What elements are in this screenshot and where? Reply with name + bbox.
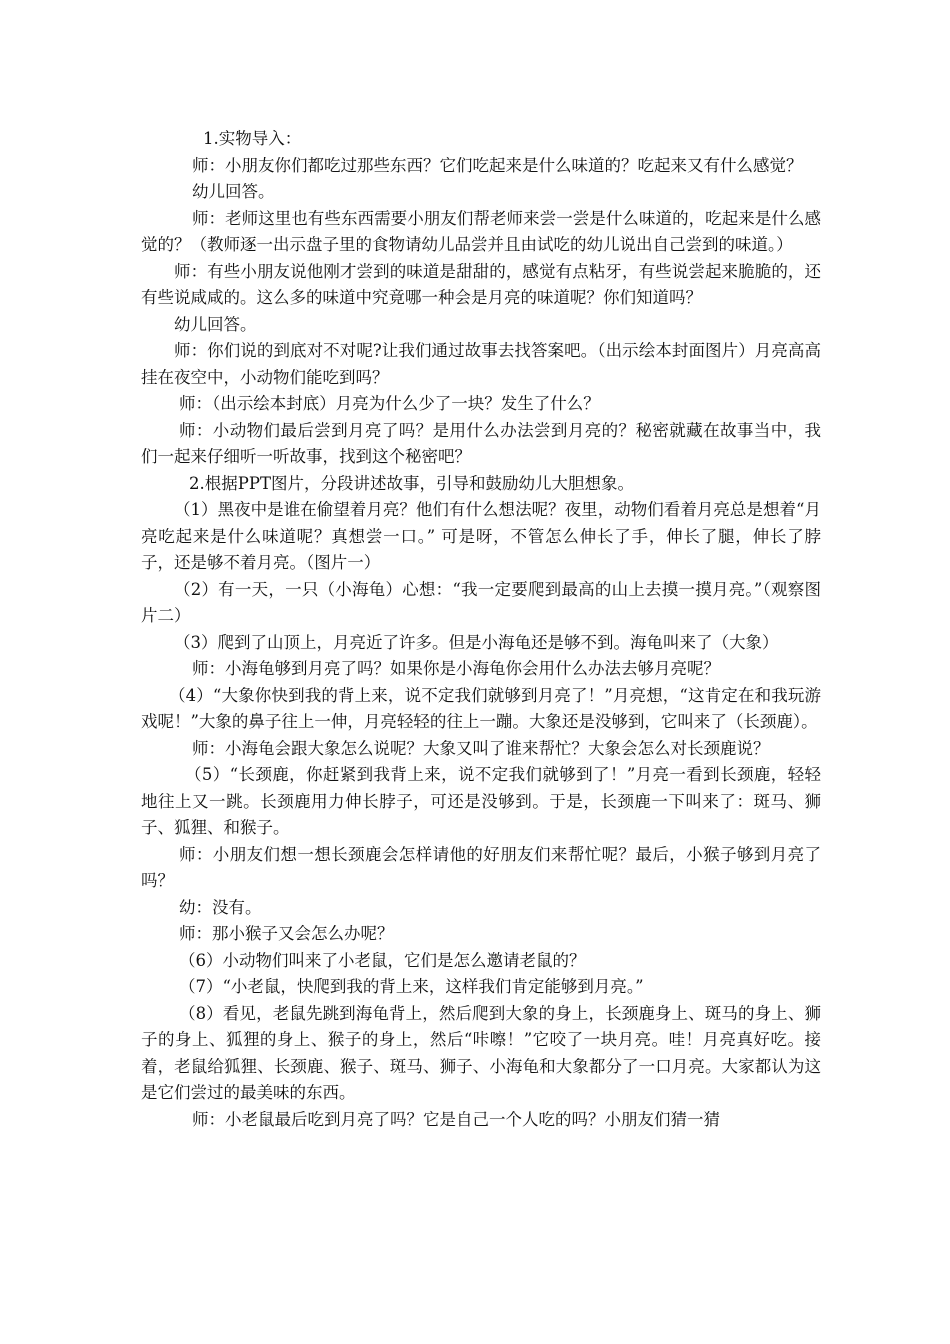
section-heading-1: 1.实物导入： [203, 129, 302, 148]
paragraph: 师：小海龟够到月亮了吗？如果你是小海龟你会用什么办法去够月亮呢？ [192, 659, 720, 678]
paragraph: 师：小老鼠最后吃到月亮了吗？它是自己一个人吃的吗？小朋友们猜一猜 [192, 1109, 720, 1129]
paragraph: （5）“长颈鹿，你赶紧到我背上来，说不定我们就够到了！”月亮一看到长颈鹿，轻轻地往上又一跳。长颈鹿用力伸长脖子，可还是没够到。于是，长颈鹿一下叫来了：斑马、狮子、狐狸、和猴子。 [141, 765, 821, 837]
paragraph: 幼：没有。 [179, 897, 262, 917]
paragraph: （1）黑夜中是谁在偷望着月亮？他们有什么想法呢？夜里，动物们看着月亮总是想着“月亮吃起来是什么味道呢？真想尝一口。” 可是呀，不管怎么伸长了手，伸长了腿，伸长了脖子，还是够不着月亮。（图片一） [141, 500, 821, 572]
paragraph: 师：小动物们最后尝到月亮了吗？是用什么办法尝到月亮的？秘密就藏在故事当中，我们一起来仔细听一听故事，找到这个秘密吧？ [141, 420, 821, 466]
paragraph: 师：你们说的到底对不对呢?让我们通过故事去找答案吧。（出示绘本封面图片）月亮高高挂在夜空中，小动物们能吃到吗？ [141, 341, 821, 387]
paragraph: （4）“大象你快到我的背上来，说不定我们就够到月亮了！”月亮想，“这肯定在和我玩游戏呢！”大象的鼻子往上一伸，月亮轻轻的往上一蹦。大象还是没够到，它叫来了（长颈鹿）。 [141, 685, 821, 731]
paragraph: （8）看见，老鼠先跳到海龟背上，然后爬到大象的身上，长颈鹿身上、斑马的身上、狮子的身上、狐狸的身上、猴子的身上，然后“咔嚓！”它咬了一块月亮。哇！月亮真好吃。接着，老鼠给狐狸、长颈鹿、猴子、斑马、狮子、小海龟和大象都分了一口月亮。大家都认为这是它们尝过的最美味的东西。 [141, 1003, 821, 1102]
paragraph: （6）小动物们叫来了小老鼠，它们是怎么邀请老鼠的？ [179, 950, 586, 970]
paragraph: 师：老师这里也有些东西需要小朋友们帮老师来尝一尝是什么味道的，吃起来是什么感觉的？（教师逐一出示盘子里的食物请幼儿品尝并且由试吃的幼儿说出自己尝到的味道。） [141, 208, 821, 254]
paragraph: 幼儿回答。 [192, 182, 275, 201]
document-body [141, 126, 821, 1133]
paragraph: 幼儿回答。 [174, 314, 257, 334]
paragraph: （2）有一天，一只（小海龟）心想：“我一定要爬到最高的山上去摸一摸月亮。”（观察图片二） [141, 579, 821, 625]
paragraph: 师：有些小朋友说他刚才尝到的味道是甜甜的，感觉有点粘牙，有些说尝起来脆脆的，还有些说咸咸的。这么多的味道中究竟哪一种会是月亮的味道呢？你们知道吗？ [141, 261, 821, 307]
paragraph: 师：小朋友们想一想长颈鹿会怎样请他的好朋友们来帮忙呢？最后，小猴子够到月亮了吗？ [141, 844, 821, 890]
paragraph: （7）“小老鼠，快爬到我的背上来，这样我们肯定能够到月亮。” [179, 977, 644, 996]
paragraph: （3）爬到了山顶上，月亮近了许多。但是小海龟还是够不到。海龟叫来了（大象） [174, 632, 779, 652]
paragraph: 师：小海龟会跟大象怎么说呢？大象又叫了谁来帮忙？大象会怎么对长颈鹿说？ [192, 738, 770, 758]
paragraph: 师：小朋友你们都吃过那些东西？它们吃起来是什么味道的？吃起来又有什么感觉？ [192, 155, 803, 175]
section-heading-2: 2.根据PPT图片，分段讲述故事，引导和鼓励幼儿大胆想象。 [189, 473, 634, 493]
paragraph: 师：（出示绘本封底）月亮为什么少了一块？发生了什么？ [179, 394, 600, 413]
paragraph: 师：那小猴子又会怎么办呢？ [179, 924, 394, 943]
